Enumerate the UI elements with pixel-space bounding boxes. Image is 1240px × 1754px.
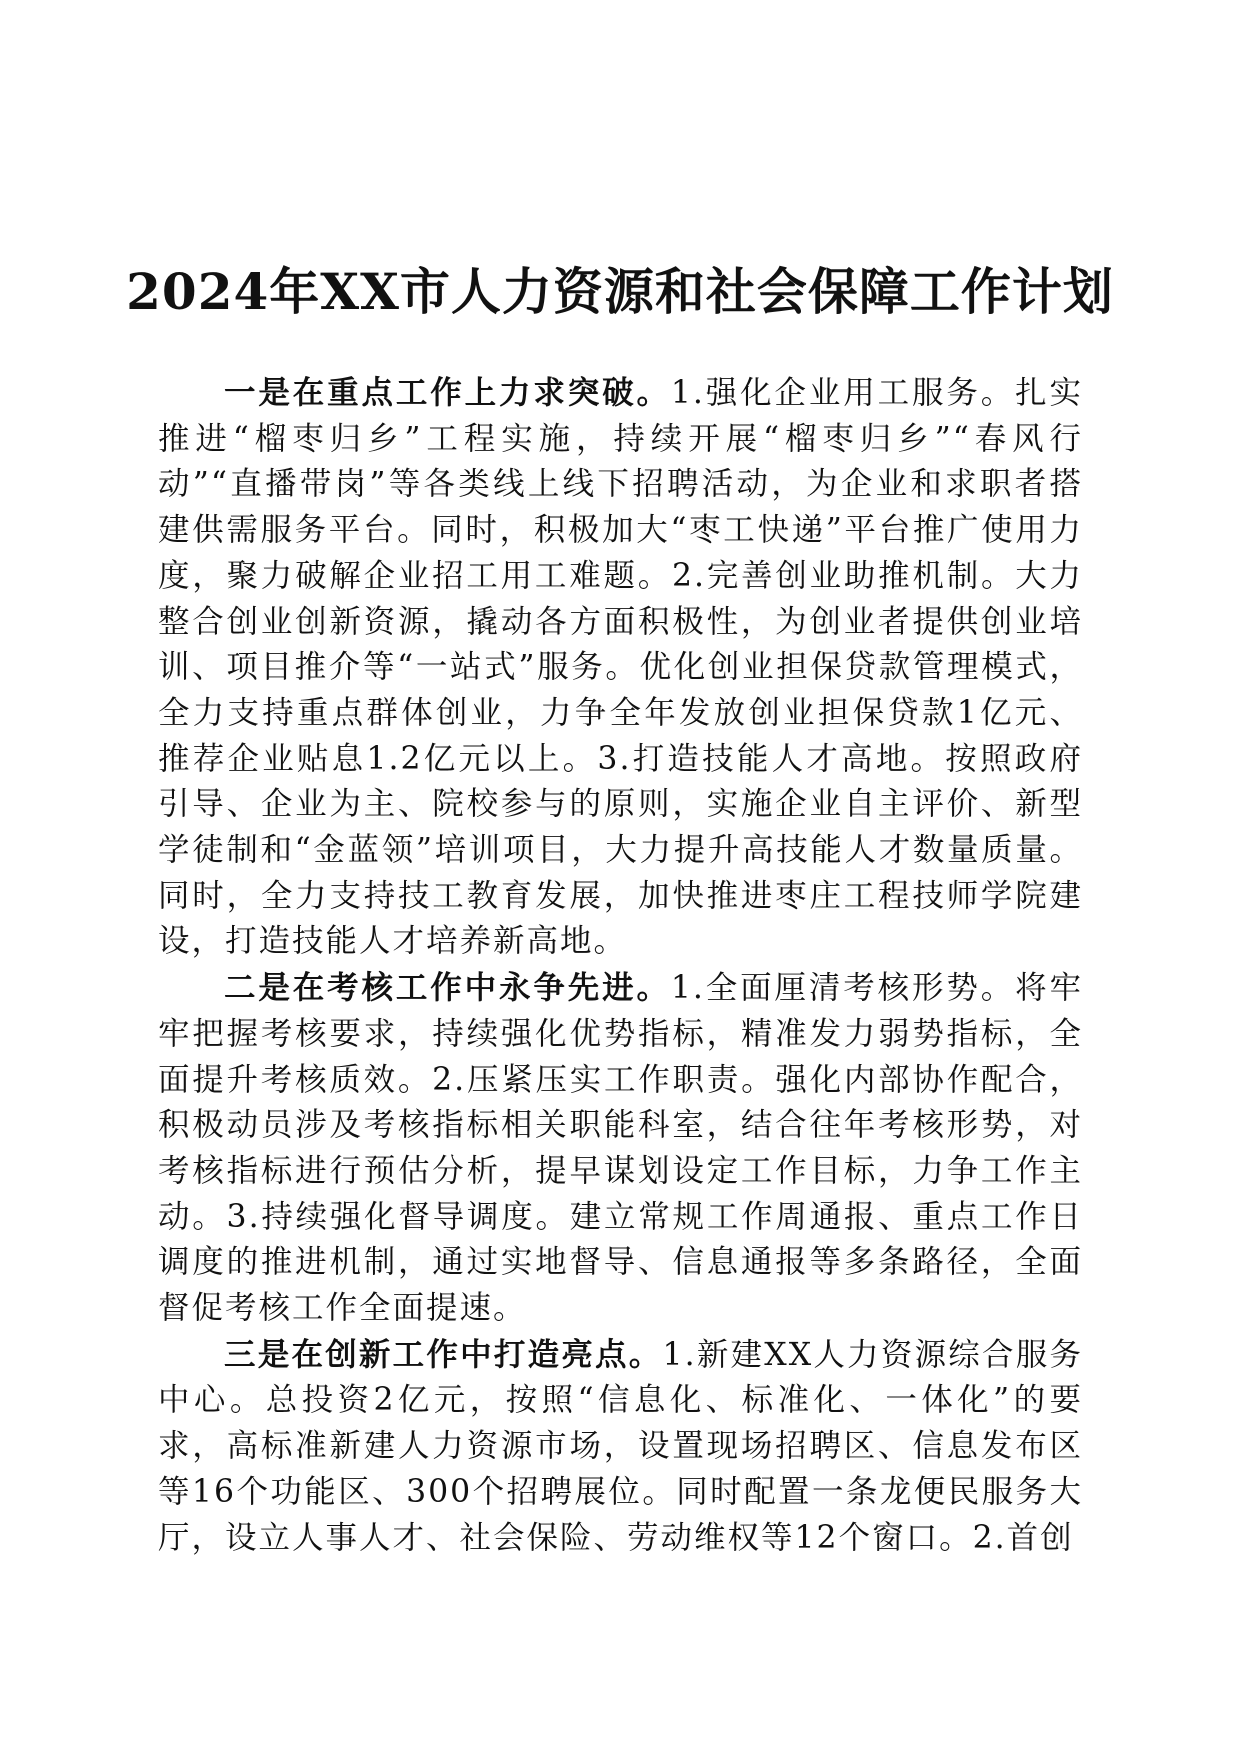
paragraph-text: 1.全面厘清考核形势。将牢牢把握考核要求，持续强化优势指标，精准发力弱势指标，全面提升考核质效。2.压紧压实工作职责。强化内部协作配合，积极动员涉及考核指标相关职能科室，结合往年考核形势，对考核指标进行预估分析，提早谋划设定工作目标，力争工作主动。3.持续强化督导调度。建立常规工作周通报、重点工作日调度的推进机制，通过实地督导、信息通报等多条路径，全面督促考核工作全面提速。 <box>158 970 1083 1327</box>
paragraph-text: 1.强化企业用工服务。扎实推进“榴枣归乡”工程实施，持续开展“榴枣归乡”“春风行动”“直播带岗”等各类线上线下招聘活动，为企业和求职者搭建供需服务平台。同时，积极加大“枣工快递”平台推广使用力度，聚力破解企业招工用工难题。2.完善创业助推机制。大力整合创业创新资源，撬动各方面积极性，为创业者提供创业培训、项目推介等“一站式”服务。优化创业担保贷款管理模式，全力支持重点群体创业，力争全年发放创业担保贷款1亿元、推荐企业贴息1.2亿元以上。3.打造技能人才高地。按照政府引导、企业为主、院校参与的原则，实施企业自主评价、新型学徒制和“金蓝领”培训项目，大力提升高技能人才数量质量。同时，全力支持技工教育发展，加快推进枣庄工程技师学院建设，打造技能人才培养新高地。 <box>158 375 1083 960</box>
document-title: 2024年XX市人力资源和社会保障工作计划 <box>126 261 1114 321</box>
paragraph-key-work <box>158 370 1083 965</box>
paragraph-lead: 三是在创新工作中打造亮点。 <box>224 1335 663 1373</box>
paragraph-lead: 一是在重点工作上力求突破。 <box>224 374 671 411</box>
paragraph-assessment <box>158 965 1083 1332</box>
paragraph-text: 1.新建XX人力资源综合服务中心。总投资2亿元，按照“信息化、标准化、一体化”的要求，高标准新建人力资源市场，设置现场招聘区、信息发布区等16个功能区、300个招聘展位。同时配置一条龙便民服务大厅，设立人事人才、社会保险、劳动维权等12个窗口。2.首创 <box>158 1336 1083 1556</box>
document-body <box>158 370 1083 1561</box>
paragraph-lead: 二是在考核工作中永争先进。 <box>224 969 671 1007</box>
paragraph-innovation <box>158 1332 1083 1562</box>
